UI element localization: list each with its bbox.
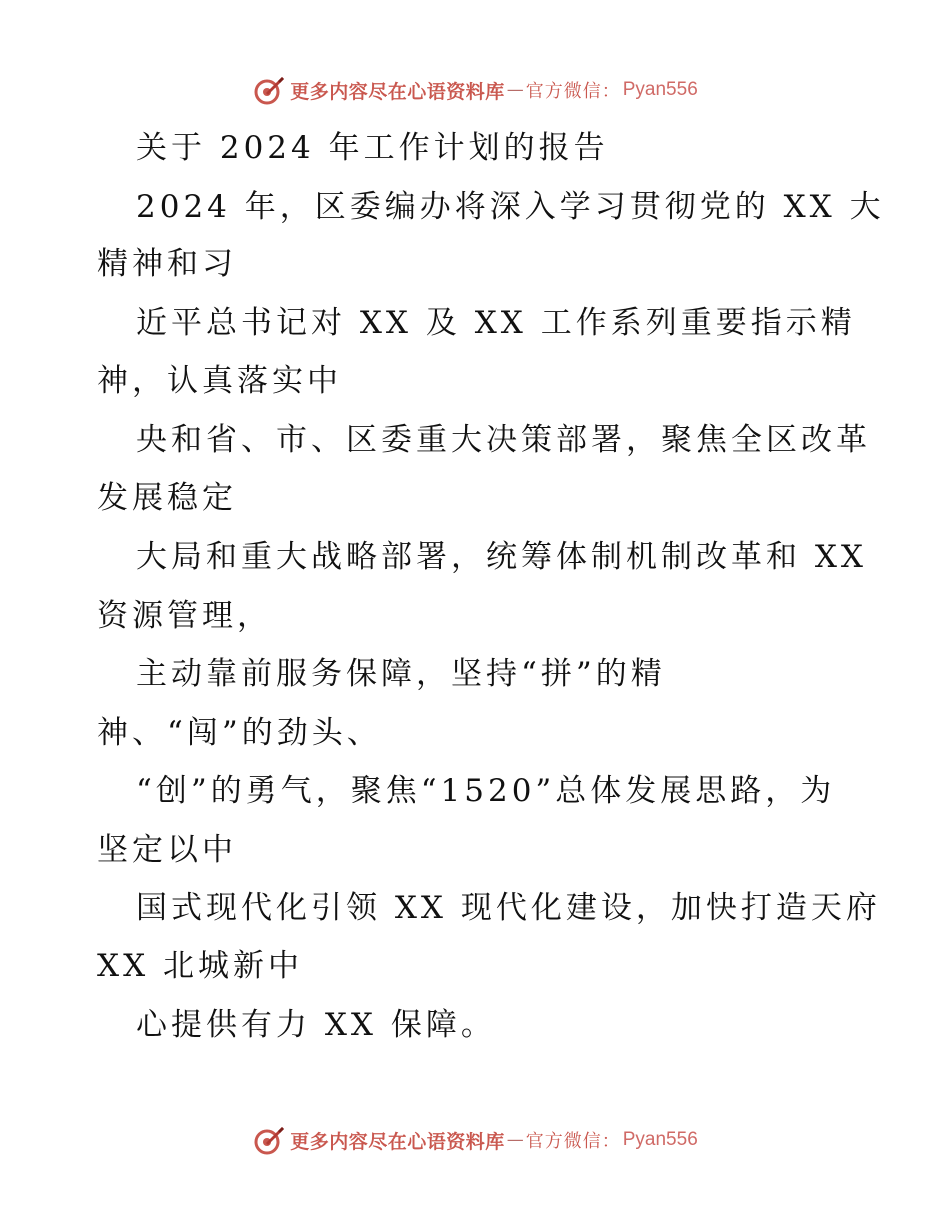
paragraph-line: 2024 年，区委编办将深入学习贯彻党的 XX 大 [136,189,885,225]
paragraph-line: 大局和重大战略部署，统筹体制机制改革和 XX [136,539,867,575]
paragraph-line: 国式现代化引领 XX 现代化建设，加快打造天府 [136,890,881,926]
document-title: 关于 2024 年工作计划的报告 [136,130,609,166]
paragraph-line: 央和省、市、区委重大决策部署，聚焦全区改革 [136,422,871,458]
pen-logo-icon [252,1123,286,1157]
banner-main-text: 更多内容尽在心语资料库 [290,80,505,103]
footer-banner [0,1120,950,1160]
paragraph-line: 心提供有力 XX 保障。 [136,1007,496,1043]
paragraph-line: 精神和习 [97,246,237,282]
paragraph-line: 近平总书记对 XX 及 XX 工作系列重要指示精 [136,305,856,341]
paragraph-line: 坚定以中 [97,832,237,868]
paragraph-line: 主动靠前服务保障，坚持“拼”的精 [136,656,666,692]
banner-wechat-id: Pyan556 [622,79,698,100]
paragraph-line: 发展稳定 [97,480,237,516]
paragraph-line: XX 北城新中 [97,948,303,984]
paragraph-line: 资源管理， [97,598,272,634]
paragraph-line: “创”的勇气，聚焦“1520”总体发展思路，为 [136,773,836,809]
banner-official-label: 官方微信： [525,1131,621,1152]
paragraph-line: 神、“闯”的劲头、 [97,715,382,751]
banner-official-label: 官方微信： [525,81,621,102]
banner-wechat-id: Pyan556 [622,1129,698,1150]
banner-dash: — [506,80,524,100]
banner-dash: — [506,1130,524,1150]
banner-main-text: 更多内容尽在心语资料库 [290,1130,505,1153]
paragraph-line: 神，认真落实中 [97,363,342,399]
